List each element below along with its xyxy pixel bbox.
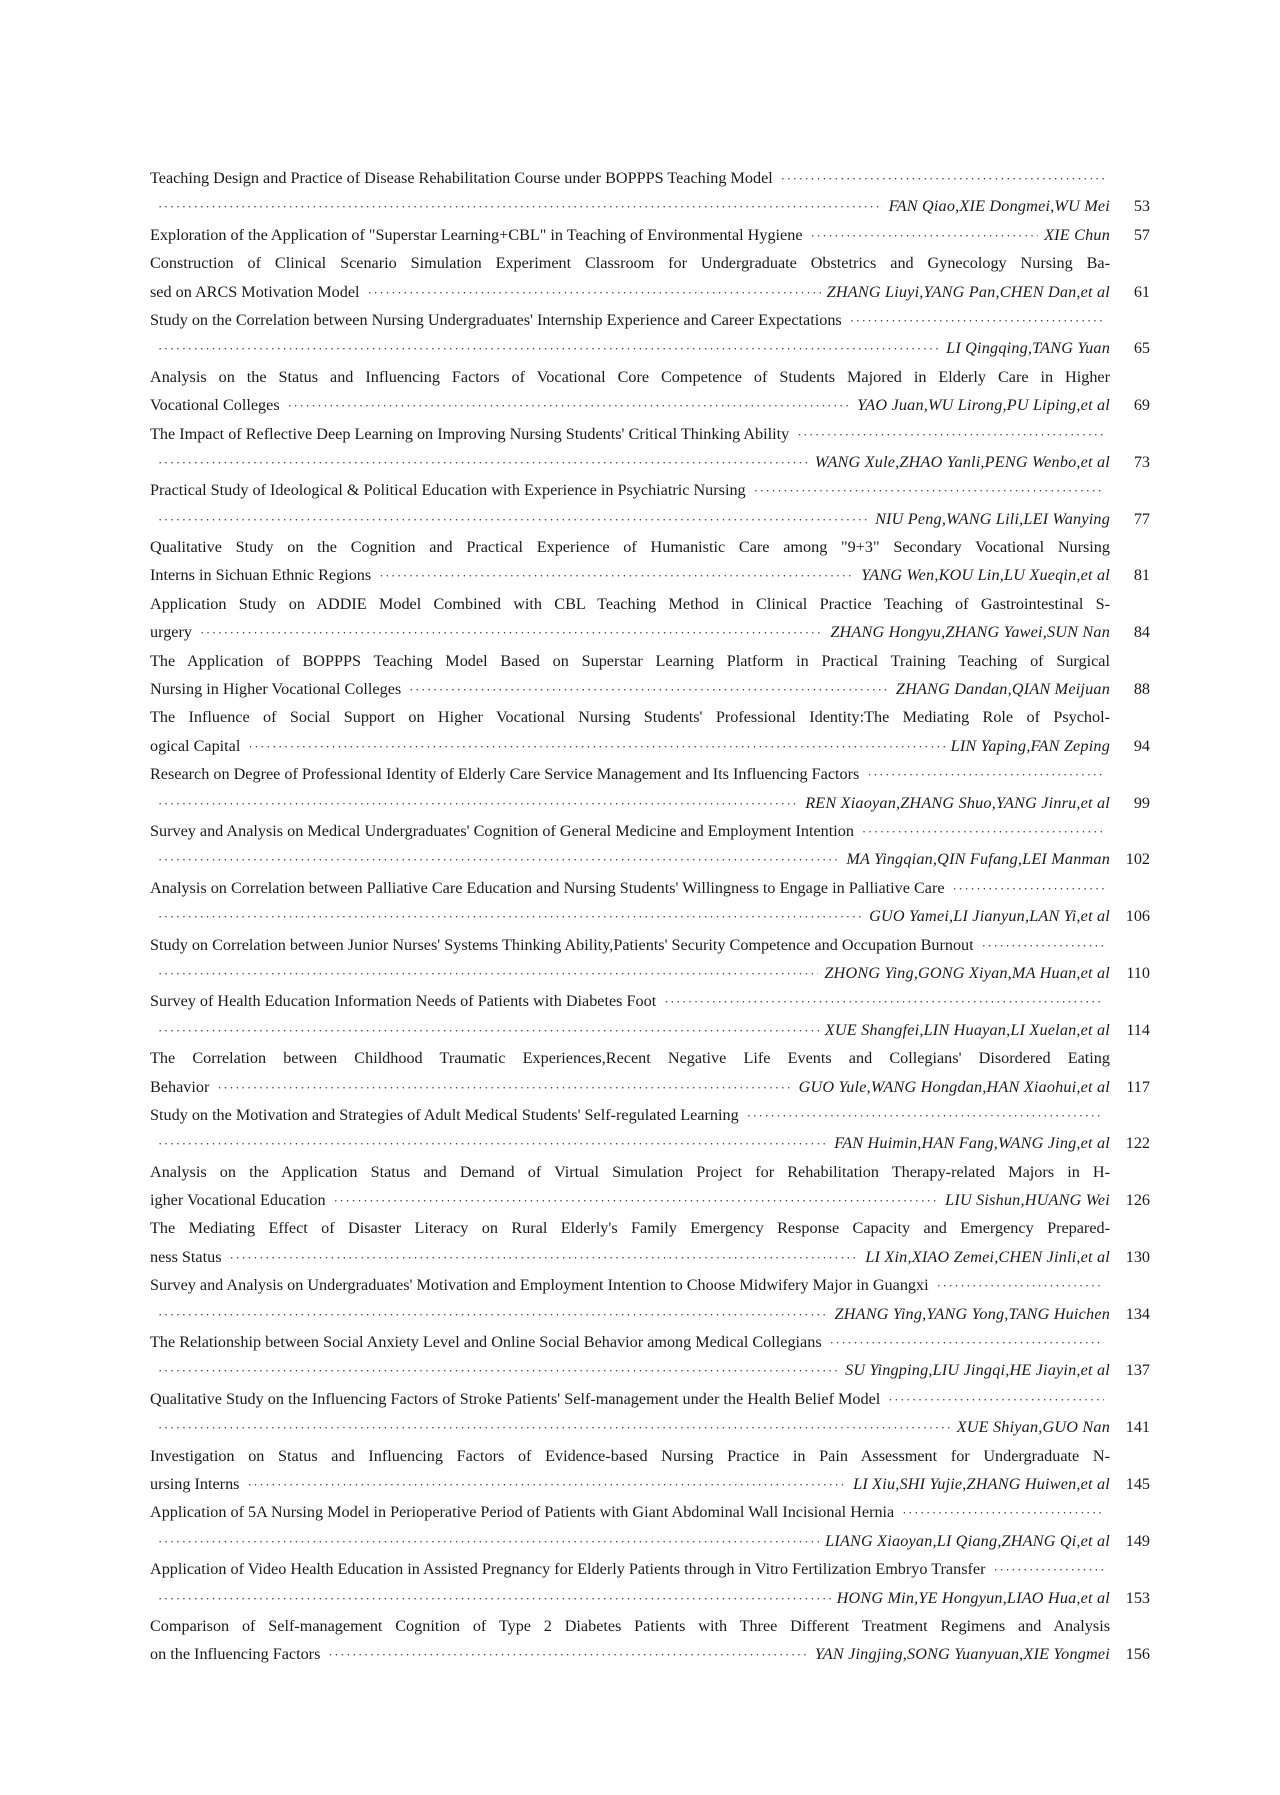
toc-entry-page-number: 156 — [1125, 1645, 1150, 1664]
toc-entry[interactable] — [150, 817, 1150, 874]
toc-entry[interactable] — [150, 987, 1150, 1044]
toc-entry-authors: ZHANG Hongyu,ZHANG Yawei,SUN Nan — [830, 623, 1110, 642]
dot-leader — [158, 846, 840, 873]
toc-entry-page-number: 130 — [1125, 1247, 1150, 1266]
toc-entry-title-line: Study on Correlation between Junior Nurses' Systems Thinking Ability,Patients' Security Competence and Occupation Burnout — [150, 935, 974, 954]
toc-entry-page-number: 73 — [1133, 452, 1150, 471]
toc-entry-page-number: 69 — [1133, 396, 1150, 415]
dot-leader — [993, 1556, 1104, 1583]
toc-entry-authors: LIANG Xiaoyan,LI Qiang,ZHANG Qi,et al — [825, 1531, 1110, 1550]
dot-leader — [158, 1017, 819, 1044]
dot-leader — [200, 619, 824, 646]
dot-leader — [247, 1471, 847, 1498]
toc-entry-authors: LIN Yaping,FAN Zeping — [950, 736, 1110, 755]
toc-entry-title-line: sed on ARCS Motivation Model — [150, 282, 360, 301]
toc-entry-authors: SU Yingping,LIU Jingqi,HE Jiayin,et al — [845, 1361, 1110, 1380]
toc-entry-title-line: Exploration of the Application of "Superstar Learning+CBL" in Teaching of Environmental Hygiene — [150, 225, 803, 244]
toc-entry[interactable] — [150, 1044, 1150, 1101]
dot-leader — [747, 1102, 1104, 1129]
toc-entry-title-line: on the Influencing Factors — [150, 1645, 321, 1664]
toc-entry-page-number: 94 — [1133, 736, 1150, 755]
dot-leader — [368, 279, 821, 306]
toc-entry-authors: ZHONG Ying,GONG Xiyan,MA Huan,et al — [824, 963, 1110, 982]
toc-entry-page-number: 145 — [1125, 1474, 1150, 1493]
toc-entry-title-line: Construction of Clinical Scenario Simulation Experiment Classroom for Undergraduate Obstetrics and Gynecology Nursing Ba- — [150, 254, 1110, 273]
toc-entry-page-number: 122 — [1125, 1134, 1150, 1153]
toc-entry-authors: REN Xiaoyan,ZHANG Shuo,YANG Jinru,et al — [805, 793, 1110, 812]
dot-leader — [334, 1187, 940, 1214]
dot-leader — [888, 1386, 1104, 1413]
toc-entry-title-line: Qualitative Study on the Cognition and Practical Experience of Humanistic Care among "9+3" Secondary Vocational Nursing — [150, 538, 1110, 557]
toc-entry[interactable] — [150, 249, 1150, 306]
toc-entry-authors: YANG Wen,KOU Lin,LU Xueqin,et al — [861, 566, 1110, 585]
dot-leader — [288, 392, 852, 419]
toc-entry-title-line: Study on the Correlation between Nursing Undergraduates' Internship Experience and Career Expectations — [150, 310, 842, 329]
dot-leader — [158, 1130, 828, 1157]
toc-entry-page-number: 149 — [1125, 1531, 1150, 1550]
toc-entry-title-line: ursing Interns — [150, 1474, 240, 1493]
toc-entry-title-line: Analysis on the Application Status and Demand of Virtual Simulation Project for Rehabilitation Therapy-related Majors in H- — [150, 1162, 1110, 1181]
toc-entry-authors: FAN Qiao,XIE Dongmei,WU Mei — [888, 197, 1110, 216]
dot-leader — [982, 932, 1104, 959]
toc-entry-page-number: 61 — [1133, 282, 1150, 301]
toc-entry-page-number: 114 — [1126, 1020, 1150, 1039]
toc-entry-title-line: urgery — [150, 623, 192, 642]
toc-entry[interactable] — [150, 1328, 1150, 1385]
dot-leader — [158, 1585, 831, 1612]
toc-entry-authors: LI Xin,XIAO Zemei,CHEN Jinli,et al — [865, 1247, 1110, 1266]
toc-entry[interactable] — [150, 590, 1150, 647]
toc-entry-title-line: Practical Study of Ideological & Political Education with Experience in Psychiatric Nursing — [150, 481, 746, 500]
dot-leader — [248, 733, 944, 760]
toc-entry[interactable] — [150, 533, 1150, 590]
table-of-contents — [150, 164, 1150, 1669]
toc-entry[interactable] — [150, 476, 1150, 533]
dot-leader — [158, 1301, 829, 1328]
toc-entry-page-number: 141 — [1125, 1418, 1150, 1437]
toc-entry[interactable] — [150, 1214, 1150, 1271]
toc-entry-authors: XUE Shiyan,GUO Nan — [956, 1418, 1110, 1437]
dot-leader — [664, 988, 1104, 1015]
dot-leader — [902, 1499, 1104, 1526]
toc-entry-authors: LI Xiu,SHI Yujie,ZHANG Huiwen,et al — [853, 1474, 1110, 1493]
dot-leader — [850, 307, 1104, 334]
toc-entry-authors: GUO Yule,WANG Hongdan,HAN Xiaohui,et al — [798, 1077, 1110, 1096]
toc-entry-page-number: 84 — [1133, 623, 1150, 642]
toc-entry[interactable] — [150, 760, 1150, 817]
toc-entry-title-line: Analysis on the Status and Influencing Factors of Vocational Core Competence of Students Majored in Elderly Care in Higher — [150, 367, 1110, 386]
toc-entry[interactable] — [150, 1555, 1150, 1612]
toc-entry-page-number: 126 — [1125, 1191, 1150, 1210]
toc-entry[interactable] — [150, 164, 1150, 221]
dot-leader — [797, 421, 1104, 448]
toc-entry-page-number: 134 — [1125, 1304, 1150, 1323]
toc-entry[interactable] — [150, 221, 1150, 249]
toc-entry-page-number: 110 — [1126, 963, 1150, 982]
dot-leader — [862, 818, 1104, 845]
toc-entry-title-line: ness Status — [150, 1247, 222, 1266]
toc-entry-page-number: 57 — [1133, 225, 1150, 244]
dot-leader — [230, 1244, 860, 1271]
toc-entry-page-number: 153 — [1125, 1588, 1150, 1607]
toc-entry-title-line: The Mediating Effect of Disaster Literacy on Rural Elderly's Family Emergency Response Capacity and Emergency Prepared- — [150, 1219, 1110, 1238]
toc-entry-title-line: Application of 5A Nursing Model in Perioperative Period of Patients with Giant Abdominal Wall Incisional Hernia — [150, 1503, 895, 1522]
toc-entry-title-line: Investigation on Status and Influencing Factors of Evidence-based Nursing Practice in Pain Assessment for Undergraduate N- — [150, 1446, 1110, 1465]
toc-entry-title-line: Vocational Colleges — [150, 396, 280, 415]
toc-entry-title-line: Survey and Analysis on Undergraduates' Motivation and Employment Intention to Choose Midwifery Major in Guangxi — [150, 1276, 929, 1295]
toc-entry-title-line: igher Vocational Education — [150, 1191, 326, 1210]
dot-leader — [409, 676, 890, 703]
toc-entry-title-line: The Impact of Reflective Deep Learning on Improving Nursing Students' Critical Thinking Ability — [150, 424, 790, 443]
toc-entry-authors: ZHANG Ying,YANG Yong,TANG Huichen — [834, 1304, 1110, 1323]
toc-entry[interactable] — [150, 363, 1150, 420]
dot-leader — [158, 1414, 951, 1441]
toc-entry-title-line: Qualitative Study on the Influencing Factors of Stroke Patients' Self-management under the Health Belief Model — [150, 1389, 881, 1408]
toc-entry[interactable] — [150, 1385, 1150, 1442]
dot-leader — [158, 335, 940, 362]
toc-entry-page-number: 53 — [1133, 197, 1150, 216]
toc-entry-authors: XIE Chun — [1044, 225, 1110, 244]
dot-leader — [158, 903, 863, 930]
toc-entry-title-line: The Influence of Social Support on Higher Vocational Nursing Students' Professional Identity:The Mediating Role of Psychol- — [150, 708, 1110, 727]
toc-entry-title-line: Research on Degree of Professional Identity of Elderly Care Service Management and Its Influencing Factors — [150, 765, 860, 784]
toc-entry-authors: WANG Xule,ZHAO Yanli,PENG Wenbo,et al — [814, 452, 1110, 471]
toc-entry[interactable] — [150, 1442, 1150, 1499]
toc-entry-authors: ZHANG Liuyi,YANG Pan,CHEN Dan,et al — [826, 282, 1110, 301]
toc-entry-title-line: Survey and Analysis on Medical Undergraduates' Cognition of General Medicine and Employment Intention — [150, 821, 854, 840]
toc-entry-title-line: Nursing in Higher Vocational Colleges — [150, 680, 402, 699]
toc-entry-title-line: Survey of Health Education Information Needs of Patients with Diabetes Foot — [150, 992, 657, 1011]
dot-leader — [158, 1357, 839, 1384]
toc-entry-title-line: The Relationship between Social Anxiety Level and Online Social Behavior among Medical Collegians — [150, 1333, 822, 1352]
toc-entry-authors: HONG Min,YE Hongyun,LIAO Hua,et al — [836, 1588, 1110, 1607]
toc-entry-authors: GUO Yamei,LI Jianyun,LAN Yi,et al — [869, 907, 1110, 926]
toc-entry-title-line: Study on the Motivation and Strategies of Adult Medical Students' Self-regulated Learning — [150, 1105, 739, 1124]
toc-entry-page-number: 81 — [1133, 566, 1150, 585]
dot-leader — [754, 477, 1104, 504]
toc-entry[interactable] — [150, 1498, 1150, 1555]
toc-entry-page-number: 117 — [1126, 1077, 1150, 1096]
toc-entry[interactable] — [150, 1101, 1150, 1158]
dot-leader — [937, 1272, 1104, 1299]
dot-leader — [158, 1528, 819, 1555]
toc-entry-authors: ZHANG Dandan,QIAN Meijuan — [895, 680, 1110, 699]
toc-entry-title-line: The Application of BOPPPS Teaching Model Based on Superstar Learning Platform in Practical Training Teaching of Surgical — [150, 651, 1110, 670]
toc-entry-title-line: Teaching Design and Practice of Disease Rehabilitation Course under BOPPPS Teaching Model — [150, 169, 773, 187]
toc-entry-page-number: 88 — [1133, 680, 1150, 699]
toc-entry[interactable] — [150, 1271, 1150, 1328]
toc-entry[interactable] — [150, 420, 1150, 477]
toc-entry[interactable] — [150, 874, 1150, 931]
toc-entry-title-line: ogical Capital — [150, 736, 241, 755]
toc-entry-authors: MA Yingqian,QIN Fufang,LEI Manman — [846, 850, 1110, 869]
dot-leader — [379, 562, 855, 589]
dot-leader — [158, 449, 809, 476]
toc-entry-authors: NIU Peng,WANG Lili,LEI Wanying — [875, 509, 1110, 528]
dot-leader — [830, 1329, 1104, 1356]
dot-leader — [158, 790, 799, 817]
toc-entry[interactable] — [150, 703, 1150, 760]
toc-entry-authors: YAN Jingjing,SONG Yuanyuan,XIE Yongmei — [814, 1645, 1110, 1664]
toc-entry-title-line: Application Study on ADDIE Model Combined with CBL Teaching Method in Clinical Practice Teaching of Gastrointestinal S- — [150, 594, 1110, 613]
toc-entry-title-line: Analysis on Correlation between Palliative Care Education and Nursing Students' Willingness to Engage in Palliative Care — [150, 878, 945, 897]
toc-entry-authors: FAN Huimin,HAN Fang,WANG Jing,et al — [834, 1134, 1110, 1153]
toc-entry[interactable] — [150, 931, 1150, 988]
toc-entry-title-line: Interns in Sichuan Ethnic Regions — [150, 566, 372, 585]
toc-entry-page-number: 65 — [1133, 339, 1150, 358]
toc-entry-title-line: Behavior — [150, 1077, 210, 1096]
toc-entry-page-number: 77 — [1133, 509, 1150, 528]
toc-entry-authors: LI Qingqing,TANG Yuan — [946, 339, 1110, 358]
toc-entry-title-line: Comparison of Self-management Cognition of Type 2 Diabetes Patients with Three Different Treatment Regimens and Analysis — [150, 1616, 1110, 1635]
dot-leader — [953, 875, 1104, 902]
toc-entry[interactable] — [150, 306, 1150, 363]
dot-leader — [781, 165, 1104, 192]
toc-entry-page-number: 106 — [1125, 907, 1150, 926]
dot-leader — [158, 960, 818, 987]
toc-entry-authors: YAO Juan,WU Lirong,PU Liping,et al — [857, 396, 1110, 415]
dot-leader — [217, 1074, 792, 1101]
toc-entry-page-number: 102 — [1125, 850, 1150, 869]
dot-leader — [867, 761, 1104, 788]
toc-entry[interactable] — [150, 1158, 1150, 1215]
dot-leader — [328, 1641, 808, 1668]
toc-entry-page-number: 99 — [1133, 793, 1150, 812]
toc-entry[interactable] — [150, 647, 1150, 704]
toc-entry-authors: XUE Shangfei,LIN Huayan,LI Xuelan,et al — [824, 1020, 1110, 1039]
toc-entry[interactable] — [150, 1612, 1150, 1669]
dot-leader — [158, 193, 883, 220]
toc-entry-authors: LIU Sishun,HUANG Wei — [945, 1191, 1110, 1210]
toc-entry-title-line: Application of Video Health Education in Assisted Pregnancy for Elderly Patients through in Vitro Fertilization Embryo Transfer — [150, 1560, 986, 1579]
toc-entry-title-line: The Correlation between Childhood Traumatic Experiences,Recent Negative Life Events and Collegians' Disordered Eating — [150, 1049, 1110, 1068]
dot-leader — [158, 506, 869, 533]
toc-entry-page-number: 137 — [1125, 1361, 1150, 1380]
dot-leader — [811, 222, 1039, 249]
